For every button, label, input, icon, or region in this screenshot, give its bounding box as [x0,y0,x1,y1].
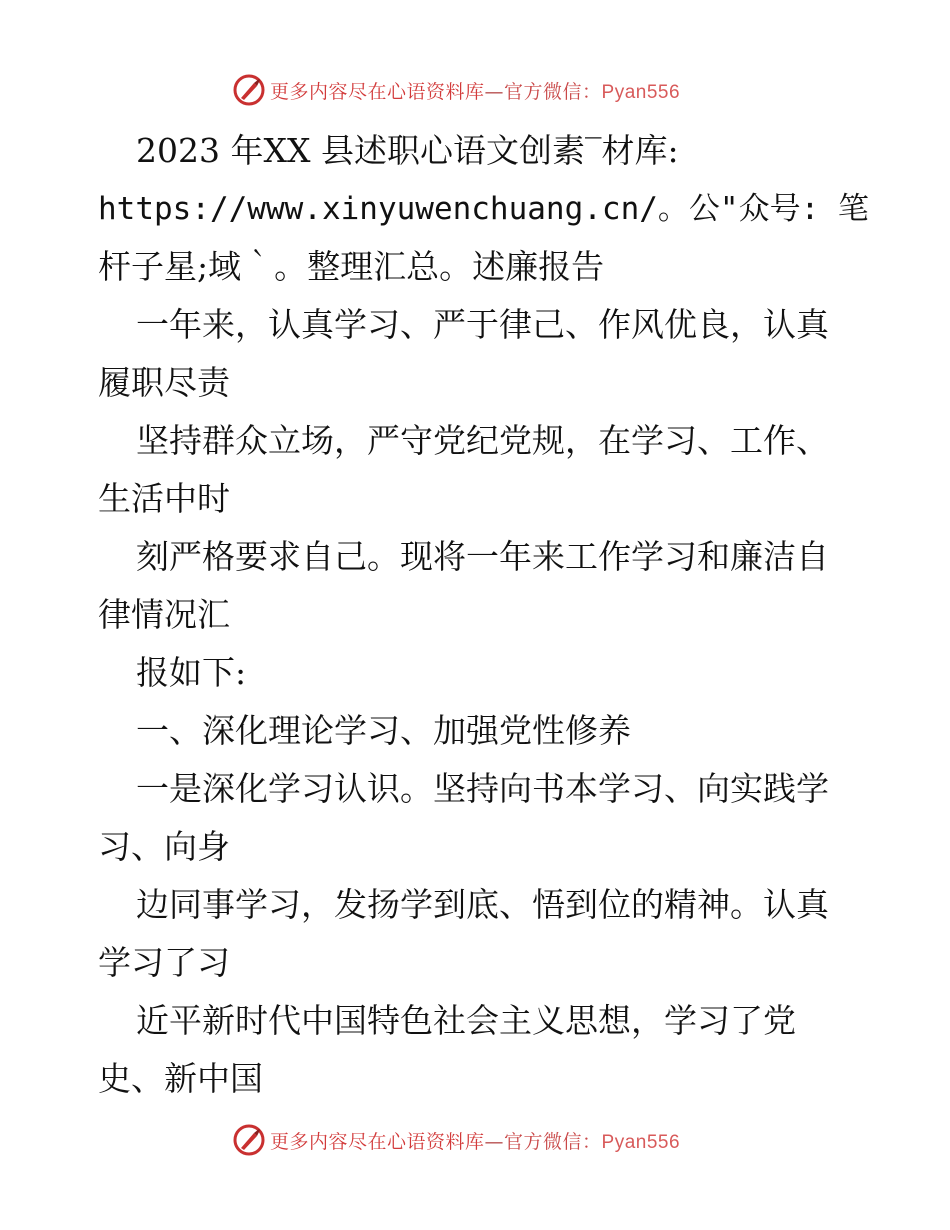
watermark-separator: — [484,1130,505,1153]
watermark-wechat-label: 官方微信： [504,1130,602,1153]
doc-line-17: 史、新中国 [98,1059,263,1098]
quill-logo-icon [232,1123,266,1157]
doc-line-14: 边同事学习，发扬学到底、悟到位的精神。认真 [136,885,829,924]
watermark-main: 更多内容尽在心语资料库 [270,1130,485,1153]
watermark-main: 更多内容尽在心语资料库 [270,80,485,103]
doc-line-5: 履职尽责 [98,363,230,402]
watermark-wechat-id: Pyan556 [601,1131,681,1153]
doc-line-12: 一是深化学习认识。坚持向书本学习、向实践学 [136,769,829,808]
doc-line-15: 学习了习 [98,943,230,982]
watermark-text [270,1127,680,1154]
doc-line-9: 律情况汇 [98,595,230,634]
watermark-text [270,77,680,104]
doc-line-10: 报如下: [136,653,247,692]
doc-line-13: 习、向身 [98,827,230,866]
doc-line-4: 一年来，认真学习、严于律己、作风优良，认真 [136,305,829,344]
doc-line-16: 近平新时代中国特色社会主义思想，学习了党 [136,1001,796,1040]
quill-logo-icon [232,73,266,107]
watermark-wechat-id: Pyan556 [601,81,681,103]
header-watermark [232,72,680,108]
footer-watermark [232,1122,680,1158]
watermark-wechat-label: 官方微信： [504,80,602,103]
doc-line-8: 刻严格要求自己。现将一年来工作学习和廉洁自 [136,537,829,576]
watermark-separator: — [484,80,505,103]
section-heading-1: 一、深化理论学习、加强党性修养 [136,711,631,750]
document-body [98,122,878,1108]
doc-line-1: 2023 年XX 县述职心语文创素‾材库: [136,131,679,170]
doc-line-6: 坚持群众立场，严守党纪党规，在学习、工作、 [136,421,829,460]
doc-line-3: 杆子星;域｀。整理汇总。述廉报告 [98,247,605,286]
doc-line-2: https://www.xinyuwenchuang.cn/。公"众号: 笔 [98,191,869,227]
doc-line-7: 生活中时 [98,479,230,518]
